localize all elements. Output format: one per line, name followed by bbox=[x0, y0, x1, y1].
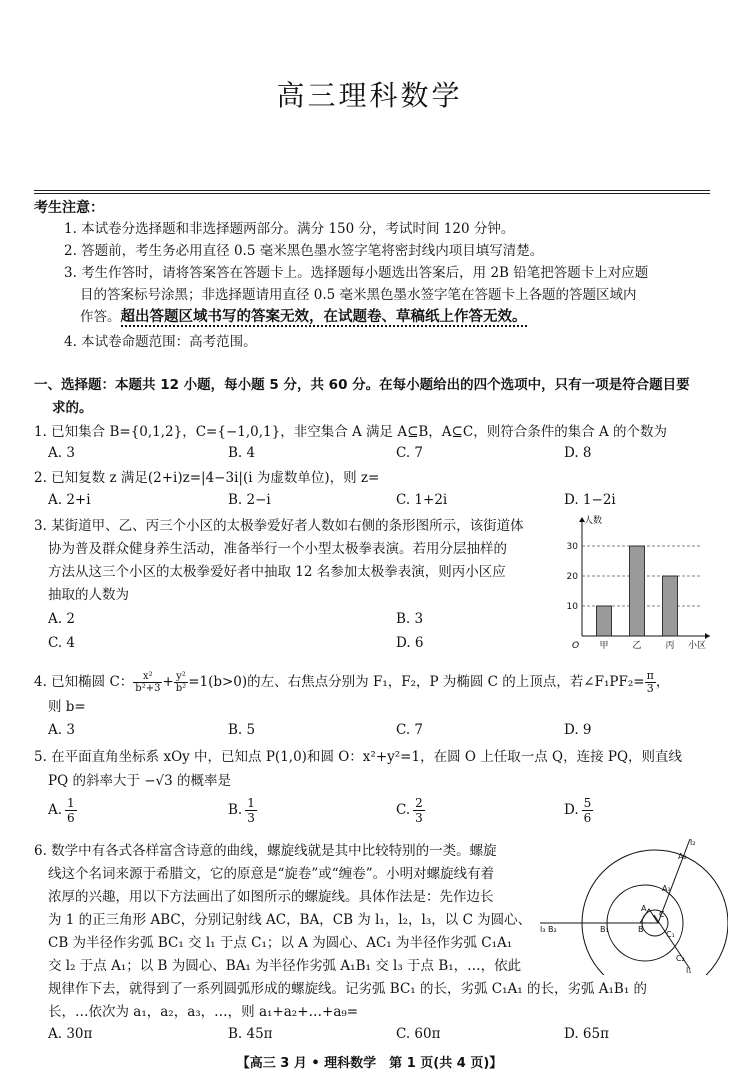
q4-stem-prefix: 4. 已知椭圆 C： bbox=[34, 674, 134, 690]
q5-option-d bbox=[564, 796, 593, 825]
fig-label-l2: l₂ bbox=[690, 838, 696, 847]
q6-line-7: 规律作下去，就得到了一系列圆弧形成的螺旋线。记劣弧 BC₁ 的长，劣弧 C₁A₁ 的长，劣弧 A₁B₁ 的 bbox=[48, 981, 648, 997]
q4-option-a: A. 3 bbox=[48, 722, 75, 738]
q4-fraction-pi bbox=[645, 670, 656, 695]
q4-stem-middle: =1(b>0)的左、右焦点分别为 F₁，F₂，P 为椭圆 C 的上顶点，若∠F₁PF₂= bbox=[188, 674, 645, 690]
fig-label-a: A bbox=[641, 904, 647, 913]
q5-option-c-numerator: 2 bbox=[415, 796, 423, 810]
fig-label-a1: A₁ bbox=[662, 884, 671, 893]
q3-line-2: 协为普及群众健身养生活动，准备举行一个小型太极拳表演。若用分层抽样的 bbox=[48, 541, 507, 557]
chart-bar bbox=[630, 546, 645, 636]
q2-stem: 2. 已知复数 z 满足(2+i)z=|4−3i|(i 为虚数单位)，则 z= bbox=[34, 470, 380, 486]
q6-line-4: 为 1 的正三角形 ABC，分别记射线 AC，BA，CB 为 l₁，l₂，l₃，以 C 为圆心、 bbox=[48, 912, 532, 928]
page-title: 高三理科数学 bbox=[276, 79, 463, 112]
q1-option-d: D. 8 bbox=[564, 445, 592, 461]
q1-option-c: C. 7 bbox=[396, 445, 424, 461]
divider-rule-bottom bbox=[34, 193, 710, 194]
q4-stem bbox=[34, 670, 669, 695]
notice-heading: 考生注意： bbox=[34, 200, 104, 216]
q5-option-c bbox=[396, 796, 425, 825]
q1-option-b: B. 4 bbox=[228, 445, 256, 461]
q4-fraction-y-numerator: y² bbox=[174, 671, 188, 683]
fig-label-b: B bbox=[638, 925, 644, 934]
notice-item-3-line-3 bbox=[80, 307, 527, 327]
q3-option-b: B. 3 bbox=[396, 611, 424, 627]
chart-x-tick-label: 乙 bbox=[632, 641, 642, 651]
q4-fraction-x-numerator: x² bbox=[133, 671, 162, 683]
q6-line-6: 交 l₂ 于点 A₁；以 B 为圆心、BA₁ 为半径作劣弧 A₁B₁ 交 l₃ 于点 B₁，…，依此 bbox=[48, 958, 522, 974]
q2-option-b: B. 2−i bbox=[228, 492, 271, 508]
fig-label-c: C bbox=[659, 910, 665, 919]
q6-line-8: 长，…依次为 a₁，a₂，a₃，…，则 a₁+a₂+…+a₉= bbox=[48, 1004, 359, 1020]
q5-option-b-fraction bbox=[245, 796, 257, 825]
q4-fraction-y-denominator: b² bbox=[175, 683, 187, 694]
notice-item-3-line-2: 目的答案标号涂黑；非选择题请用直径 0.5 毫米黑色墨水签字笔在答题卡上各题的答题区域内 bbox=[80, 287, 637, 303]
divider-rule-top bbox=[34, 190, 710, 191]
q3-line-3: 方法从这三个小区的太极拳爱好者中抽取 12 名参加太极拳表演，则丙小区应 bbox=[48, 564, 506, 580]
q5-option-b-numerator: 1 bbox=[247, 796, 255, 810]
q5-option-d-denominator: 6 bbox=[583, 811, 592, 825]
q6-option-d: D. 65π bbox=[564, 1026, 609, 1042]
section-1-heading-line-1: 一、选择题：本题共 12 小题，每小题 5 分，共 60 分。在每小题给出的四个选项中，只有一项是符合题目要 bbox=[34, 377, 690, 393]
q5-option-d-label: D. bbox=[564, 802, 579, 818]
q4-option-b: B. 5 bbox=[228, 722, 256, 738]
q4-fraction-x bbox=[133, 671, 162, 694]
q2-option-c: C. 1+2i bbox=[396, 492, 448, 508]
chart-x-tick-label: 丙 bbox=[665, 641, 675, 651]
chart-bar bbox=[597, 606, 612, 636]
chart-y-tick-label: 20 bbox=[566, 572, 578, 582]
q3-option-c: C. 4 bbox=[48, 635, 76, 651]
q3-bar-chart bbox=[560, 510, 720, 655]
q2-option-d: D. 1−2i bbox=[564, 492, 616, 508]
q5-option-a-label: A. bbox=[48, 802, 63, 818]
page-footer: 【高三 3 月 • 理科数学 第 1 页(共 4 页)】 bbox=[236, 1056, 503, 1071]
notice-item-1: 1. 本试卷分选择题和非选择题两部分。满分 150 分，考试时间 120 分钟。 bbox=[64, 221, 515, 237]
q6-option-c: C. 60π bbox=[396, 1026, 441, 1042]
fig-label-c1: C₁ bbox=[666, 930, 675, 939]
q4-option-c: C. 7 bbox=[396, 722, 424, 738]
fig-label-a2: A₂ bbox=[678, 852, 687, 861]
q6-line-3: 浓厚的兴趣，用以下方法画出了如图所示的螺旋线。具体作法是：先作边长 bbox=[48, 889, 494, 905]
notice-item-3-prefix: 作答。 bbox=[80, 309, 121, 325]
q5-option-a-denominator: 6 bbox=[67, 811, 75, 825]
q5-line-2: PQ 的斜率大于 −√3 的概率是 bbox=[48, 773, 232, 789]
q6-option-b: B. 45π bbox=[228, 1026, 273, 1042]
q6-line-5: CB 为半径作劣弧 BC₁ 交 l₁ 于点 C₁；以 A 为圆心、AC₁ 为半径作劣弧 C₁A₁ bbox=[48, 935, 513, 951]
section-1-heading-line-2: 求的。 bbox=[52, 400, 93, 416]
q6-line-1: 6. 数学中有各式各样富含诗意的曲线，螺旋线就是其中比较特别的一类。螺旋 bbox=[34, 843, 497, 859]
chart-origin-label: O bbox=[572, 641, 580, 651]
q3-option-d: D. 6 bbox=[396, 635, 424, 651]
q5-option-a bbox=[48, 796, 77, 825]
q4-option-d: D. 9 bbox=[564, 722, 592, 738]
notice-item-4: 4. 本试卷命题范围：高考范围。 bbox=[64, 334, 257, 350]
q5-option-c-fraction bbox=[413, 796, 425, 825]
q4-fraction-pi-denominator: 3 bbox=[646, 682, 654, 695]
chart-y-tick-label: 30 bbox=[566, 542, 578, 552]
q3-line-1: 3. 某街道甲、乙、丙三个小区的太极拳爱好者人数如右侧的条形图所示，该街道体 bbox=[34, 518, 524, 534]
fig-label-l1: l₁ bbox=[686, 966, 692, 975]
chart-x-tick-label: 甲 bbox=[599, 641, 609, 651]
q5-option-b-denominator: 3 bbox=[247, 811, 255, 825]
q1-option-a: A. 3 bbox=[48, 445, 75, 461]
q1-stem: 1. 已知集合 B={0,1,2}，C={−1,0,1}，非空集合 A 满足 A⊆B，A⊆C，则符合条件的集合 A 的个数为 bbox=[34, 424, 668, 440]
q3-line-4: 抽取的人数为 bbox=[48, 587, 129, 603]
q6-option-a: A. 30π bbox=[48, 1026, 93, 1042]
q4-fraction-x-denominator: b²+3 bbox=[135, 683, 161, 694]
q5-option-d-fraction bbox=[582, 796, 594, 825]
q4-stem-suffix: ， bbox=[655, 674, 670, 690]
chart-y-axis-label: 人数 bbox=[584, 516, 603, 526]
q2-option-a: A. 2+i bbox=[48, 492, 91, 508]
q5-option-c-label: C. bbox=[396, 802, 411, 818]
fig-label-c2: C₂ bbox=[676, 954, 685, 963]
notice-warning: 超出答题区域书写的答案无效，在试题卷、草稿纸上作答无效。 bbox=[120, 309, 527, 325]
chart-x-axis-label: 小区 bbox=[688, 641, 707, 651]
q5-option-b bbox=[228, 796, 257, 825]
q4-fraction-pi-numerator: π bbox=[646, 669, 654, 682]
q4-fraction-y bbox=[174, 671, 188, 694]
fig-label-b1: B₁ bbox=[600, 925, 609, 934]
chart-x-arrow bbox=[705, 633, 710, 639]
q4-line-2: 则 b= bbox=[48, 699, 86, 715]
q5-option-d-numerator: 5 bbox=[583, 796, 592, 810]
chart-y-tick-label: 10 bbox=[566, 602, 578, 612]
q4-plus: + bbox=[162, 674, 174, 690]
q5-option-a-numerator: 1 bbox=[67, 796, 75, 810]
notice-item-3-line-1: 3. 考生作答时，请将答案答在答题卡上。选择题每小题选出答案后，用 2B 铅笔把答题卡上对应题 bbox=[64, 265, 649, 281]
chart-bar bbox=[663, 576, 678, 636]
notice-item-2: 2. 答题前，考生务必用直径 0.5 毫米黑色墨水签字笔将密封线内项目填写清楚。 bbox=[64, 243, 544, 259]
q5-option-b-label: B. bbox=[228, 802, 243, 818]
q5-option-a-fraction bbox=[65, 796, 77, 825]
q6-line-2: 线这个名词来源于希腊文，它的原意是“旋卷”或“缠卷”。小明对螺旋线有着 bbox=[48, 866, 495, 882]
q3-option-a: A. 2 bbox=[48, 611, 75, 627]
fig-label-l3-b2: l₃ B₂ bbox=[540, 925, 557, 934]
spiral-outer-arc bbox=[582, 850, 728, 975]
q5-line-1: 5. 在平面直角坐标系 xOy 中，已知点 P(1,0)和圆 O：x²+y²=1，在圆 O 上任取一点 Q，连接 PQ，则直线 bbox=[34, 749, 683, 765]
q6-spiral-figure bbox=[538, 835, 728, 975]
q5-option-c-denominator: 3 bbox=[415, 811, 423, 825]
